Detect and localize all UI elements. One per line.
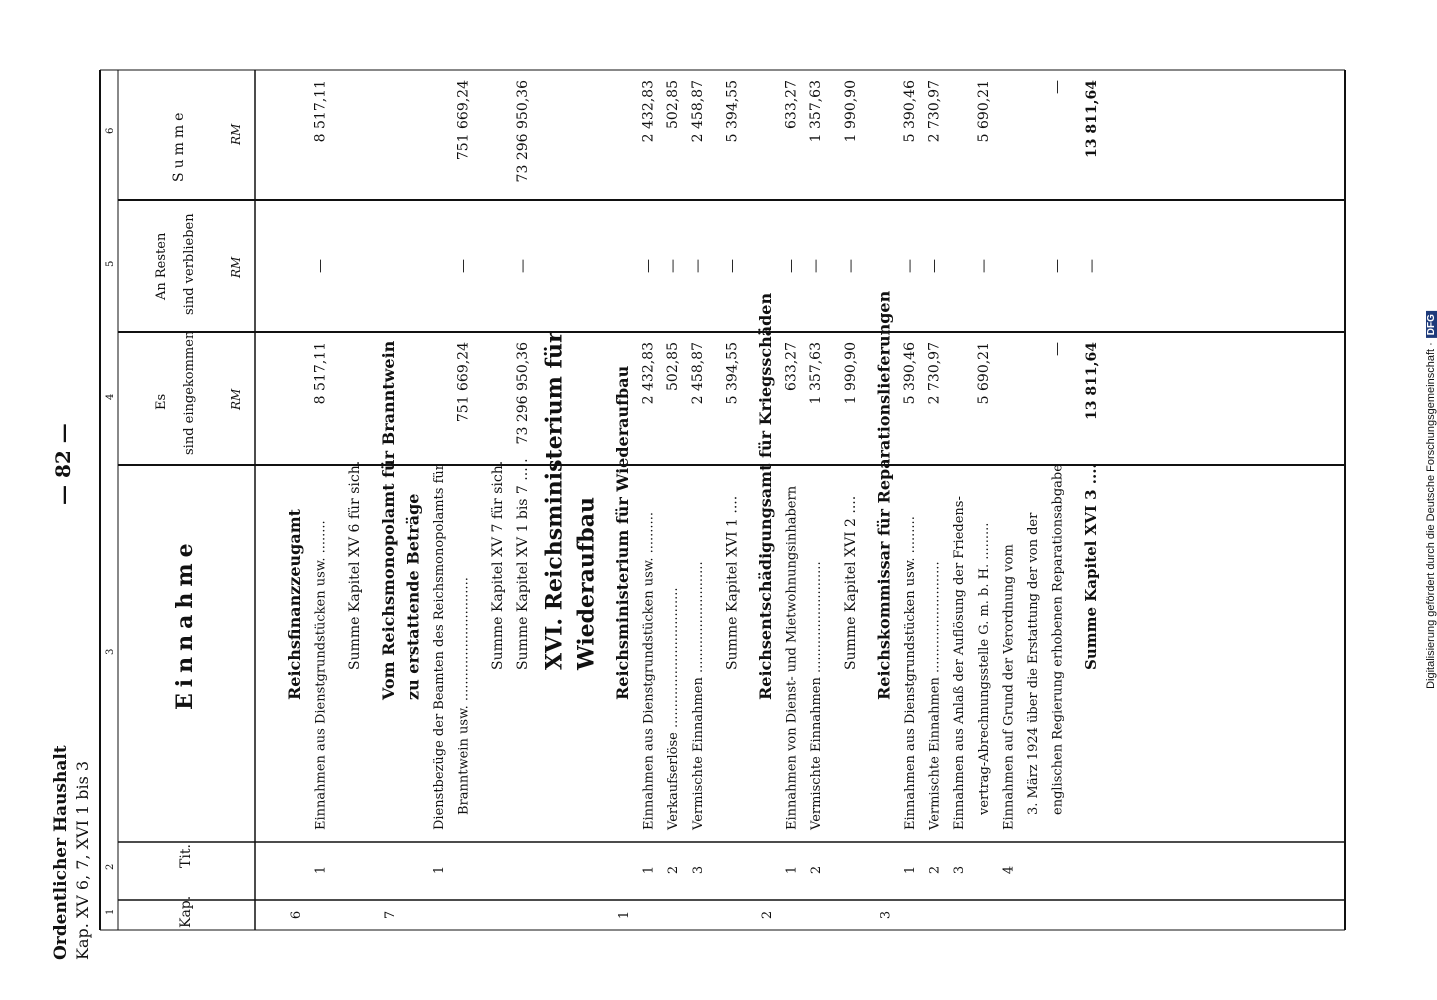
header-unit-4: RM — [229, 388, 243, 410]
row-amount-remaining: — — [783, 259, 800, 273]
row-text: Einnahmen von Dienst- und Mietwohnungsinhabern — [784, 485, 800, 830]
col-number-4: 4 — [105, 393, 116, 400]
row-amount-remaining: — — [455, 259, 472, 273]
row-text: vertrag-Abrechnungsstelle G. m. b. H. ......... — [976, 522, 992, 815]
row-amount-remaining: — — [665, 259, 682, 273]
row-amount-received: 1 357,63 — [808, 342, 825, 405]
row-amount-remaining: — — [640, 259, 657, 273]
row-text: Vermischte Einnahmen ........................... — [927, 561, 943, 830]
row-amount-received: 502,85 — [665, 342, 682, 391]
row-amount-remaining: — — [842, 259, 859, 273]
row-tit: 3 — [690, 865, 706, 875]
row-text: Einnahmen aus Dienstgrundstücken usw. ......... — [903, 516, 918, 830]
row-amount-remaining: — — [514, 259, 531, 273]
row-amount-remaining: — — [312, 259, 329, 273]
row-text: XVI. Reichsministerium für — [541, 331, 568, 670]
row-amount-sum: 5 390,46 — [902, 80, 918, 143]
row-amount-received: 13 811,64 — [1084, 342, 1101, 420]
col-number-2: 2 — [105, 863, 116, 870]
row-text: Summe Kapitel XV 1 bis 7 ..... — [514, 458, 531, 670]
table-body — [285, 80, 1100, 919]
col-number-1: 1 — [105, 908, 116, 915]
header-kap: Kap. — [178, 895, 194, 928]
row-amount-remaining: — — [1049, 259, 1066, 273]
row-text: Summe Kapitel XV 7 für sich. — [490, 460, 507, 670]
row-kap: 2 — [760, 910, 775, 920]
row-text: Reichskommissar für Reparationslieferungen — [874, 290, 894, 700]
row-amount-sum: 2 432,83 — [640, 80, 657, 143]
row-amount-remaining: — — [975, 259, 992, 273]
row-amount-sum: 5 690,21 — [975, 80, 992, 143]
row-text: Reichsfinanzzeugamt — [285, 508, 304, 700]
row-amount-sum: 1 990,90 — [842, 80, 859, 143]
row-amount-sum: 8 517,11 — [312, 80, 329, 143]
row-text: Branntwein usw. .............................. — [456, 577, 472, 815]
row-amount-received: — — [1049, 342, 1066, 356]
row-kap: 7 — [382, 910, 398, 920]
header-unit-6: RM — [229, 123, 243, 145]
header-eingekommen-2: sind eingekommen — [182, 330, 197, 455]
dfg-logo: DFG — [1426, 311, 1437, 338]
table-rules — [100, 70, 1345, 930]
row-amount-sum: 751 669,24 — [455, 80, 472, 161]
row-text: Einnahmen aus Dienstgrundstücken usw. ........ — [313, 520, 329, 830]
row-amount-received: 8 517,11 — [312, 342, 329, 405]
row-amount-remaining: — — [1084, 259, 1101, 273]
header-einnahme: Einnahme — [172, 537, 198, 710]
page-number: — 82 — — [51, 423, 75, 505]
row-amount-received: 5 690,21 — [975, 342, 992, 405]
row-amount-sum: 1 357,63 — [808, 80, 825, 143]
row-amount-sum: 2 730,97 — [926, 80, 943, 143]
row-amount-sum: 5 394,55 — [724, 80, 741, 143]
row-amount-sum: 633,27 — [783, 80, 800, 129]
row-tit: 4 — [1001, 865, 1017, 875]
header-resten-1: An Resten — [154, 232, 169, 300]
header-resten-2: sind verblieben — [182, 213, 197, 315]
row-text: zu erstattende Beträge — [403, 493, 423, 700]
header-title: Ordentlicher Haushalt — [51, 745, 71, 960]
row-tit: 3 — [952, 865, 968, 875]
row-text: Einnahmen auf Grund der Verordnung vom — [1001, 544, 1017, 830]
row-amount-sum: 73 296 950,36 — [514, 80, 531, 183]
row-text: Verkaufserlöse .................................. — [666, 587, 682, 830]
row-tit: 2 — [666, 865, 682, 875]
row-text: Dienstbezüge der Beamten des Reichsmonopolamts für — [432, 464, 447, 830]
row-amount-received: 73 296 950,36 — [514, 342, 531, 445]
digitization-footer — [1425, 311, 1437, 689]
row-text: Summe Kapitel XV 6 für sich. — [347, 460, 364, 670]
row-amount-remaining: — — [724, 259, 741, 273]
row-text: Summe Kapitel XVI 3 .... — [1082, 463, 1101, 670]
row-tit: 2 — [809, 865, 825, 875]
col-number-5: 5 — [105, 260, 116, 267]
row-amount-remaining: — — [926, 259, 943, 273]
row-kap: 1 — [617, 910, 632, 920]
row-tit: 2 — [927, 865, 943, 875]
row-amount-received: 2 458,87 — [689, 342, 706, 405]
row-text: 3. März 1924 über die Erstattung der von der — [1026, 512, 1041, 815]
row-tit: 1 — [903, 865, 918, 875]
row-text: Vermischte Einnahmen ........................... — [809, 561, 825, 830]
header-eingekommen-1: Es — [154, 393, 169, 410]
row-amount-remaining: — — [689, 259, 706, 273]
footer-note: Digitalisierung gefördert durch die Deutsche Forschungsgemeinschaft · — [1425, 342, 1437, 689]
row-text: Reichsministerium für Wiederaufbau — [613, 365, 632, 700]
row-text: Vom Reichsmonopolamt für Branntwein — [378, 340, 398, 700]
row-text: Vermischte Einnahmen ........................... — [690, 561, 706, 830]
row-amount-received: 2 730,97 — [926, 342, 943, 405]
header-subtitle: Kap. XV 6, 7, XVI 1 bis 3 — [73, 760, 92, 960]
row-amount-sum: 2 458,87 — [689, 80, 706, 143]
row-amount-received: 2 432,83 — [640, 342, 657, 405]
row-amount-received: 5 394,55 — [724, 342, 741, 405]
row-amount-received: 1 990,90 — [842, 342, 859, 405]
row-tit: 1 — [784, 865, 800, 875]
row-amount-received: 751 669,24 — [455, 342, 472, 423]
row-text: Wiederaufbau — [573, 497, 600, 670]
header-summe: Summe — [171, 108, 187, 182]
row-text: Summe Kapitel XVI 2 .... — [842, 495, 859, 670]
row-text: Einnahmen aus Dienstgrundstücken usw. .......... — [641, 512, 657, 830]
row-amount-sum: 13 811,64 — [1084, 80, 1101, 158]
row-amount-remaining: — — [808, 259, 825, 273]
header-unit-5: RM — [229, 256, 243, 278]
col-number-6: 6 — [105, 127, 116, 134]
col-number-3: 3 — [105, 648, 116, 655]
row-text: Reichsentschädigungsamt für Kriegsschäden — [756, 292, 775, 700]
row-amount-sum: 502,85 — [665, 80, 682, 129]
row-tit: 1 — [313, 865, 329, 875]
row-amount-sum: — — [1049, 80, 1066, 94]
row-text: Einnahmen aus Anlaß der Auflösung der Friedens- — [952, 496, 968, 830]
row-amount-remaining: — — [902, 259, 918, 273]
header-tit: Tit. — [178, 844, 194, 868]
row-tit: 1 — [641, 865, 657, 875]
row-text: Summe Kapitel XVI 1 .... — [724, 495, 741, 670]
row-kap: 3 — [878, 910, 894, 920]
row-amount-received: 633,27 — [783, 342, 800, 391]
row-amount-received: 5 390,46 — [902, 342, 918, 405]
row-tit: 1 — [432, 865, 447, 875]
row-text: englischen Regierung erhobenen Reparationsabgabe — [1050, 464, 1066, 815]
row-kap: 6 — [289, 910, 304, 920]
